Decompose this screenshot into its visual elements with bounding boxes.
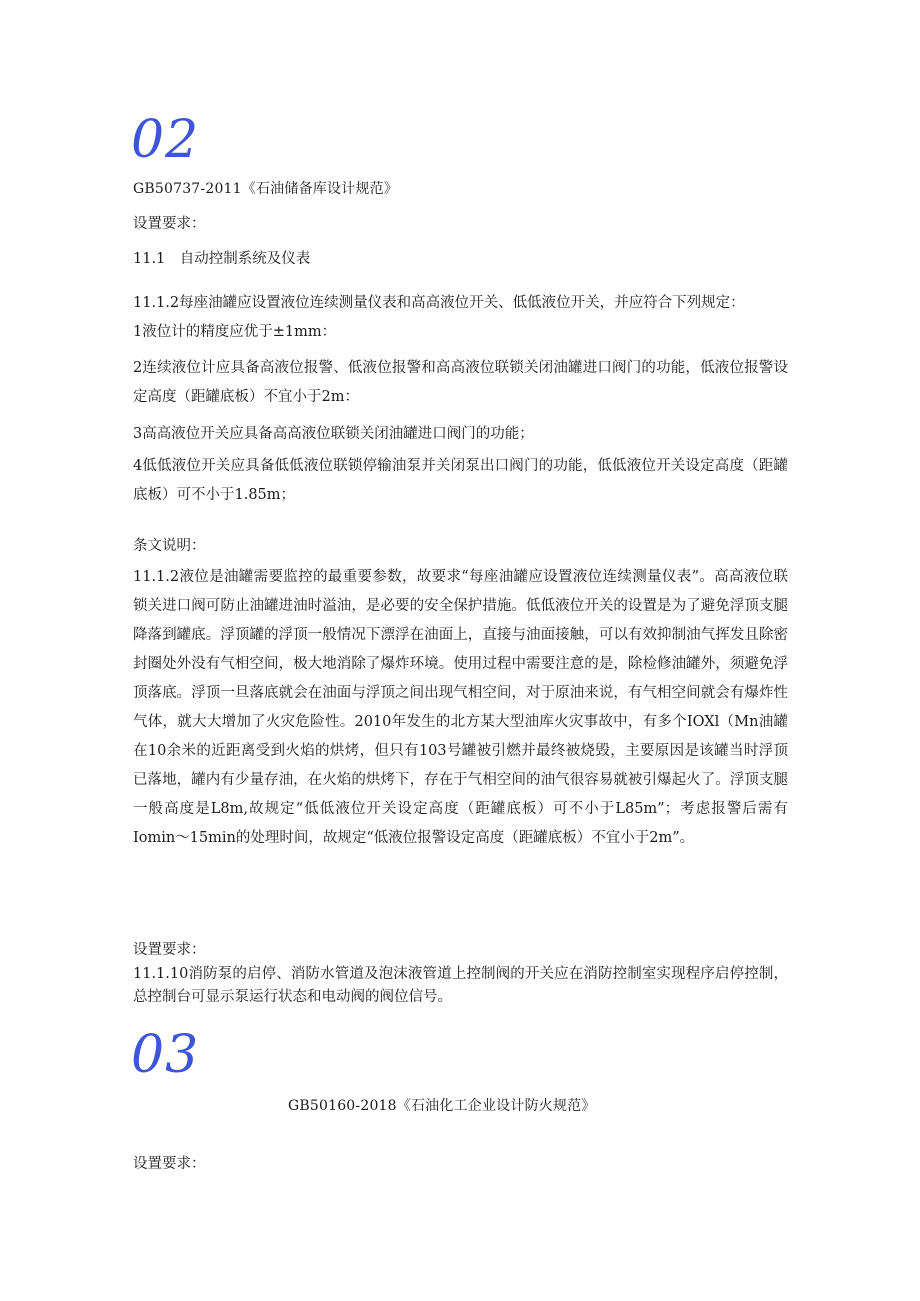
section-number-03: 03 bbox=[131, 1025, 200, 1085]
clause-item: 1液位计的精度应优于±1mm： bbox=[133, 324, 337, 340]
clause-paragraph: 11.1.10消防泵的启停、消防水管道及泡沫液管道上控制阀的开关应在消防控制室实现程序启停控制，总控制台可显示泵运行状态和电动阀的阀位信号。 bbox=[133, 966, 788, 1005]
explanation-paragraph: 11.1.2液位是油罐需要监控的最重要参数，故要求“每座油罐应设置液位连续测量仪表”。高高液位联锁关进口阀可防止油罐进油时溢油，是必要的安全保护措施。低低液位开关的设置是为了避免浮顶支腿降落到罐底。浮顶罐的浮顶一般情况下漂浮在油面上，直接与油面接触，可以有效抑制油气挥发且除密封圈处外没有气相空间，极大地消除了爆炸环境。使用过程中需要注意的是，除检修油罐外，须避免浮顶落底。浮顶一旦落底就会在油面与浮顶之间出现气相空间，对于原油来说，有气相空间就会有爆炸性气体，就大大增加了火灾危险性。2010年发生的北方某大型油库火灾事故中，有多个IOXl（Mn油罐在10余米的近距离受到火焰的烘烤，但只有103号罐被引燃并最终被烧毁，主要原因是该罐当时浮顶已落地，罐内有少量存油，在火焰的烘烤下，存在于气相空间的油气很容易就被引爆起火了。浮顶支腿一般高度是L8m,故规定“低低液位开关设定高度（距罐底板）可不小于L85m”；考虑报警后需有Iomin～15min的处理时间，故规定“低液位报警设定高度（距罐底板）不宜小于2m”。 bbox=[133, 569, 788, 846]
clause-item: 4低低液位开关应具备低低液位联锁停输油泵并关闭泵出口阀门的功能，低低液位开关设定高度（距罐底板）可不小于1.85m； bbox=[133, 458, 788, 503]
clause-item: 3高高液位开关应具备高高液位联锁关闭油罐进口阀门的功能； bbox=[133, 426, 534, 442]
requirement-label: 设置要求： bbox=[133, 942, 206, 958]
section-number-02: 02 bbox=[131, 110, 200, 170]
standard-title: GB50160-2018《石油化工企业设计防火规范》 bbox=[288, 1098, 596, 1114]
explanation-label: 条文说明： bbox=[133, 538, 206, 554]
standard-title: GB50737-2011《石油储备库设计规范》 bbox=[133, 181, 398, 197]
subsection-heading: 11.1 自动控制系统及仪表 bbox=[133, 251, 311, 267]
requirement-label: 设置要求： bbox=[133, 1156, 206, 1172]
clause-item: 2连续液位计应具备高液位报警、低液位报警和高高液位联锁关闭油罐进口阀门的功能，低液位报警设定高度（距罐底板）不宜小于2m： bbox=[133, 360, 788, 405]
clause-intro: 11.1.2每座油罐应设置液位连续测量仪表和高高液位开关、低低液位开关，并应符合下列规定： bbox=[133, 295, 745, 311]
requirement-label: 设置要求： bbox=[133, 216, 206, 232]
